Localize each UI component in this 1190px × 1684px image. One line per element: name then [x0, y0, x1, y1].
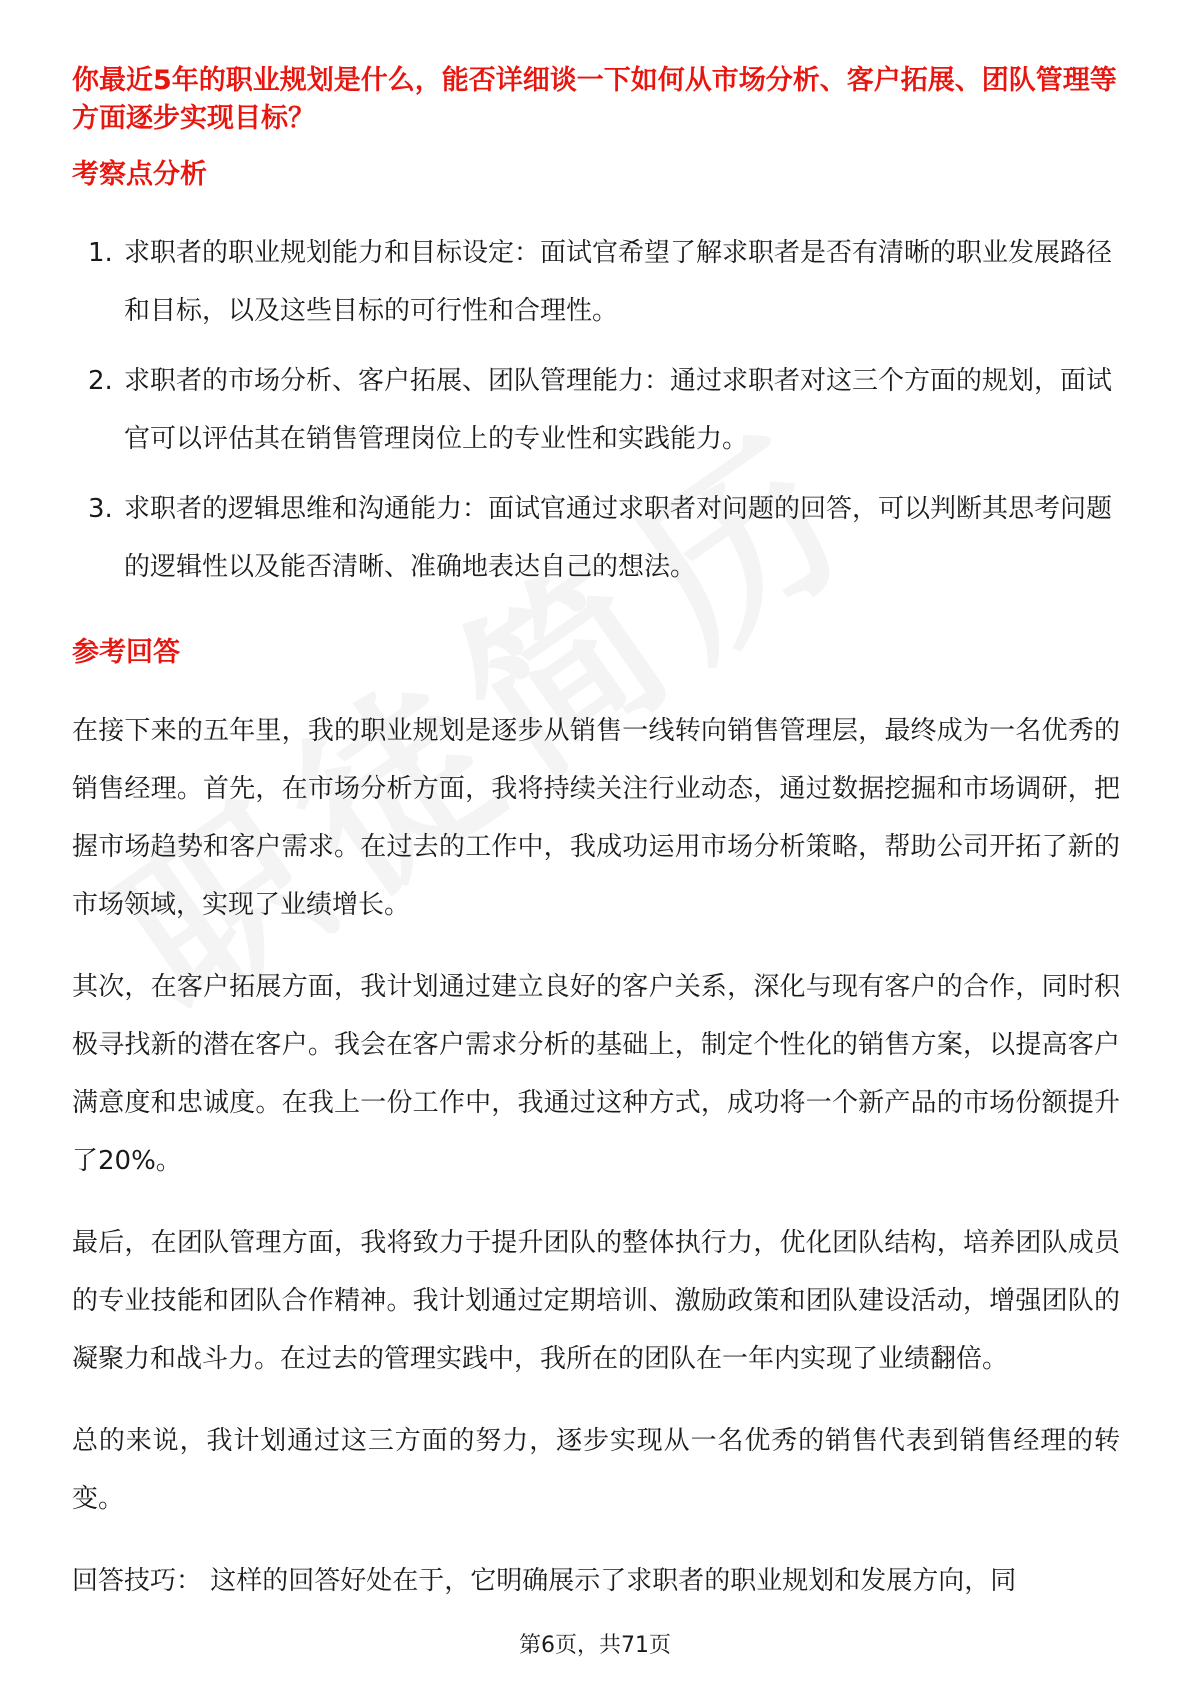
question-title: 你最近5年的职业规划是什么，能否详细谈一下如何从市场分析、客户拓展、团队管理等方面逐步实现目标？ — [72, 65, 1117, 134]
answer-heading: 参考回答 — [72, 637, 180, 668]
analysis-point — [72, 480, 1120, 596]
content — [72, 62, 1120, 1610]
analysis-point — [72, 352, 1120, 468]
analysis-point — [72, 224, 1120, 340]
page-number: 第6页，共71页 — [519, 1633, 671, 1658]
answer-paragraph: 其次，在客户拓展方面，我计划通过建立良好的客户关系，深化与现有客户的合作，同时积极寻找新的潜在客户。我会在客户需求分析的基础上，制定个性化的销售方案，以提高客户满意度和忠诚度。在我上一份工作中，我通过这种方式，成功将一个新产品的市场份额提升了20%。 — [72, 972, 1120, 1176]
analysis-heading: 考察点分析 — [72, 159, 207, 190]
answer-paragraph: 总的来说，我计划通过这三方面的努力，逐步实现从一名优秀的销售代表到销售经理的转变。 — [72, 1426, 1120, 1514]
point-number: 3. — [88, 494, 113, 524]
point-number: 1. — [88, 238, 113, 268]
point-text: 求职者的市场分析、客户拓展、团队管理能力：通过求职者对这三个方面的规划，面试官可以评估其在销售管理岗位上的专业性和实践能力。 — [124, 366, 1113, 454]
answer-tip: 回答技巧： 这样的回答好处在于，它明确展示了求职者的职业规划和发展方向，同 — [72, 1566, 1017, 1596]
answer-paragraph: 在接下来的五年里，我的职业规划是逐步从销售一线转向销售管理层，最终成为一名优秀的销售经理。首先，在市场分析方面，我将持续关注行业动态，通过数据挖掘和市场调研，把握市场趋势和客户需求。在过去的工作中，我成功运用市场分析策略，帮助公司开拓了新的市场领域，实现了业绩增长。 — [72, 716, 1120, 920]
analysis-points — [72, 224, 1120, 596]
point-number: 2. — [88, 366, 113, 396]
answer-paragraph: 最后，在团队管理方面，我将致力于提升团队的整体执行力，优化团队结构，培养团队成员的专业技能和团队合作精神。我计划通过定期培训、激励政策和团队建设活动，增强团队的凝聚力和战斗力。在过去的管理实践中，我所在的团队在一年内实现了业绩翻倍。 — [72, 1228, 1120, 1374]
point-text: 求职者的职业规划能力和目标设定：面试官希望了解求职者是否有清晰的职业发展路径和目标，以及这些目标的可行性和合理性。 — [124, 238, 1113, 326]
point-text: 求职者的逻辑思维和沟通能力：面试官通过求职者对问题的回答，可以判断其思考问题的逻辑性以及能否清晰、准确地表达自己的想法。 — [124, 494, 1113, 582]
